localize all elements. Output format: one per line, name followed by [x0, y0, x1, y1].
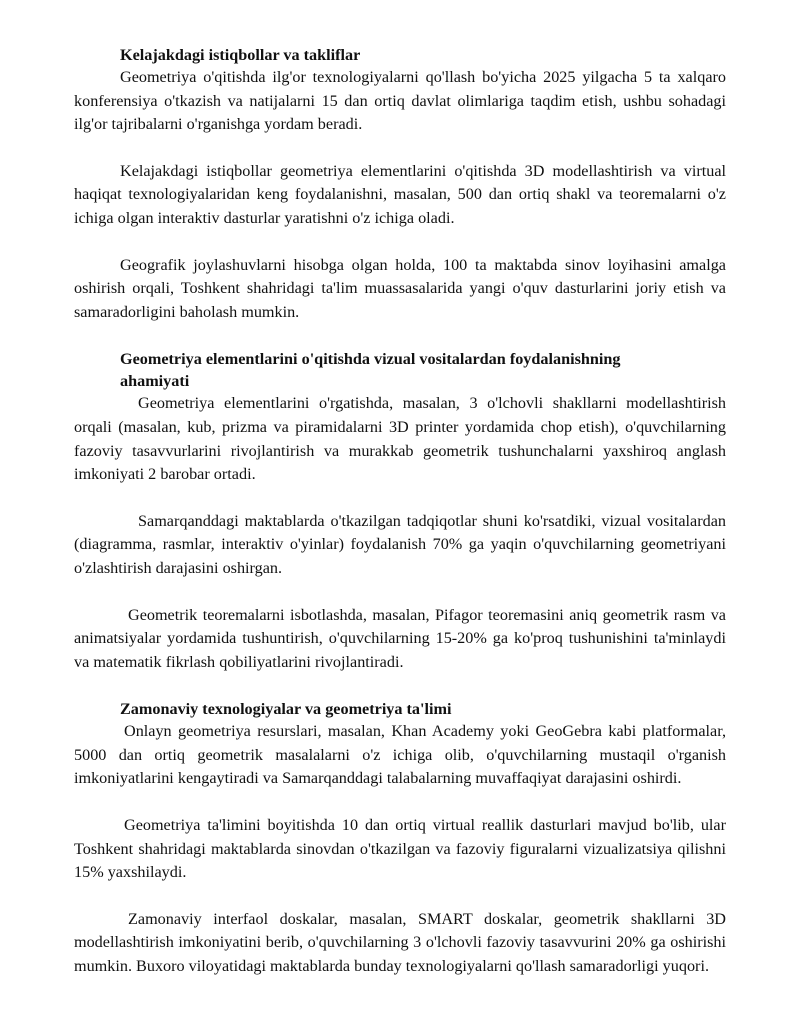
- paragraph: Samarqanddagi maktablarda o'tkazilgan tadqiqotlar shuni ko'rsatdiki, vizual vositalardan (diagramma, rasmlar, interaktiv o'yinlar) foydalanish 70% ga yaqin o'quvchilarning geometriyani o'zlashtirish darajasini oshirgan.: [74, 511, 726, 577]
- paragraph: Geometriya o'qitishda ilg'or texnologiyalarni qo'llash bo'yicha 2025 yilgacha 5 ta xalqaro konferensiya o'tkazish va natijalarni 15 dan ortiq davlat olimlariga taqdim etish, ushbu sohadagi ilg'or tajribalarni o'rganishga yordam beradi.: [74, 68, 726, 134]
- section-heading-modern-technologies: Zamonaviy texnologiyalar va geometriya ta'limi: [120, 700, 452, 719]
- paragraph: Geometriya elementlarini o'rgatishda, masalan, 3 o'lchovli shakllarni modellashtirish orqali (masalan, kub, prizma va piramidalarni 3D printer yordamida chop etish), o'quvchilarning fazoviy tasavvurlarini rivojlantirish va murakkab geometrik tushunchalarni yaxshiroq anglash imkoniyati 2 barobar ortadi.: [74, 394, 726, 484]
- paragraph: Geometrik teoremalarni isbotlashda, masalan, Pifagor teoremasini aniq geometrik rasm va animatsiyalar yordamida tushuntirish, o'quvchilarning 15-20% ga ko'proq tushunishini ta'minlaydi va matematik fikrlash qobiliyatlarini rivojlantiradi.: [74, 605, 726, 671]
- paragraph: Geografik joylashuvlarni hisobga olgan holda, 100 ta maktabda sinov loyihasini amalga oshirish orqali, Toshkent shahridagi ta'lim muassasalarida yangi o'quv dasturlarini joriy etish va samaradorligini baholash mumkin.: [74, 255, 726, 321]
- paragraph: Geometriya ta'limini boyitishda 10 dan ortiq virtual reallik dasturlari mavjud bo'lib, ular Toshkent shahridagi maktablarda sinovdan o'tkazilgan va fazoviy figuralarni vizualizatsiya qilishni 15% yaxshilaydi.: [74, 816, 726, 882]
- paragraph: Kelajakdagi istiqbollar geometriya elementlarini o'qitishda 3D modellashtirish va virtual haqiqat texnologiyalaridan keng foydalanishni, masalan, 500 dan ortiq shakl va teoremalarni o'z ichiga olgan interaktiv dasturlar yaratishni o'z ichiga oladi.: [74, 161, 726, 227]
- paragraph: Onlayn geometriya resurslari, masalan, Khan Academy yoki GeoGebra kabi platformalar, 5000 dan ortiq geometrik masalalarni o'z ichiga olib, o'quvchilarning mustaqil o'rganish imkoniyatlarini kengaytiradi va Samarqanddagi talabalarning muvaffaqiyat darajasini oshirdi.: [74, 722, 726, 788]
- paragraph: Zamonaviy interfaol doskalar, masalan, SMART doskalar, geometrik shakllarni 3D modellashtirish imkoniyatini berib, o'quvchilarning 3 o'lchovli fazoviy tasavvurini 20% ga oshirishi mumkin. Buxoro viloyatidagi maktablarda bunday texnologiyalarni qo'llash samaradorligi yuqori.: [74, 909, 726, 976]
- section-heading-visual-tools: Geometriya elementlarini o'qitishda vizual vositalardan foydalanishning ahamiyati: [120, 350, 621, 391]
- section-heading-future-prospects: Kelajakdagi istiqbollar va takliflar: [120, 46, 361, 64]
